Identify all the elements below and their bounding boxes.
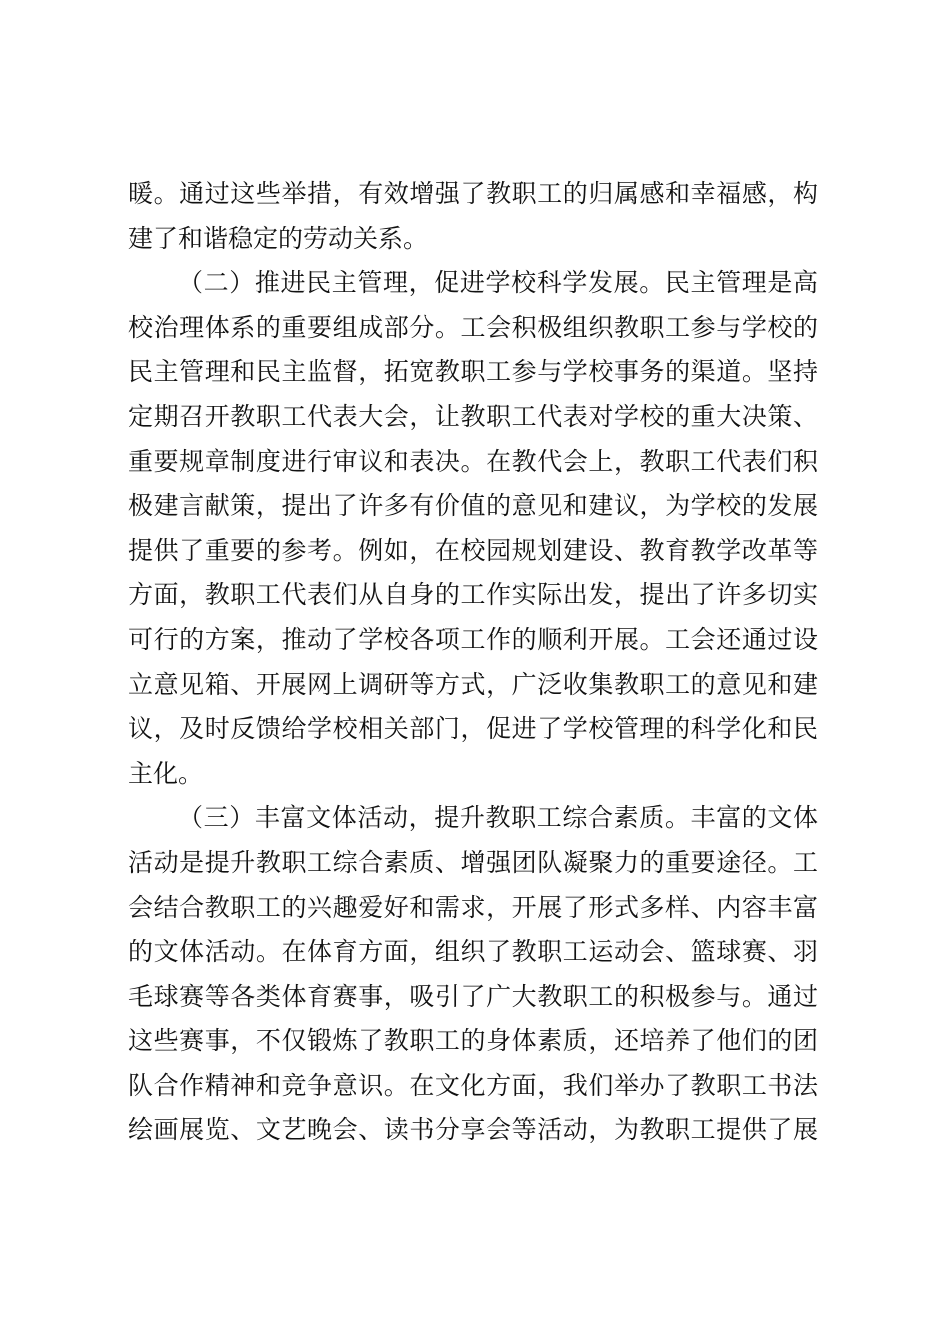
paragraph-continuation [128,172,818,261]
text-line: （二）推进民主管理，促进学校科学发展。民主管理是高 [178,268,818,298]
text-line: 定期召开教职工代表大会，让教职工代表对学校的重大决策、 [128,401,818,431]
text-line: 的文体活动。在体育方面，组织了教职工运动会、篮球赛、羽 [128,937,818,967]
text-line: 主化。 [128,758,204,788]
text-line: 毛球赛等各类体育赛事，吸引了广大教职工的积极参与。通过 [128,981,818,1011]
text-line: 提供了重要的参考。例如，在校园规划建设、教育教学改革等 [128,535,818,565]
text-line: 重要规章制度进行审议和表决。在教代会上，教职工代表们积 [128,446,818,476]
text-line: 极建言献策，提出了许多有价值的意见和建议，为学校的发展 [128,491,818,521]
text-line: 立意见箱、开展网上调研等方式，广泛收集教职工的意见和建 [128,669,818,699]
text-line: 校治理体系的重要组成部分。工会积极组织教职工参与学校的 [128,312,818,342]
text-line: 议，及时反馈给学校相关部门，促进了学校管理的科学化和民 [128,714,818,744]
text-line: 建了和谐稳定的劳动关系。 [128,223,429,253]
paragraph-democratic-management [128,261,818,796]
text-line: （三）丰富文体活动，提升教职工综合素质。丰富的文体 [178,803,818,833]
text-line: 会结合教职工的兴趣爱好和需求，开展了形式多样、内容丰富 [128,892,818,922]
text-line: 活动是提升教职工综合素质、增强团队凝聚力的重要途径。工 [128,847,818,877]
document-body [128,172,818,1153]
text-line: 暖。通过这些举措，有效增强了教职工的归属感和幸福感，构 [128,179,818,208]
text-line: 可行的方案，推动了学校各项工作的顺利开展。工会还通过设 [128,624,818,654]
text-line: 民主管理和民主监督，拓宽教职工参与学校事务的渠道。坚持 [128,357,818,387]
text-line: 队合作精神和竞争意识。在文化方面，我们举办了教职工书法 [128,1070,818,1100]
text-line: 绘画展览、文艺晚会、读书分享会等活动，为教职工提供了展 [128,1115,818,1145]
text-line: 这些赛事，不仅锻炼了教职工的身体素质，还培养了他们的团 [128,1026,818,1056]
text-line: 方面，教职工代表们从自身的工作实际出发，提出了许多切实 [128,580,818,610]
paragraph-cultural-activities [128,796,818,1153]
